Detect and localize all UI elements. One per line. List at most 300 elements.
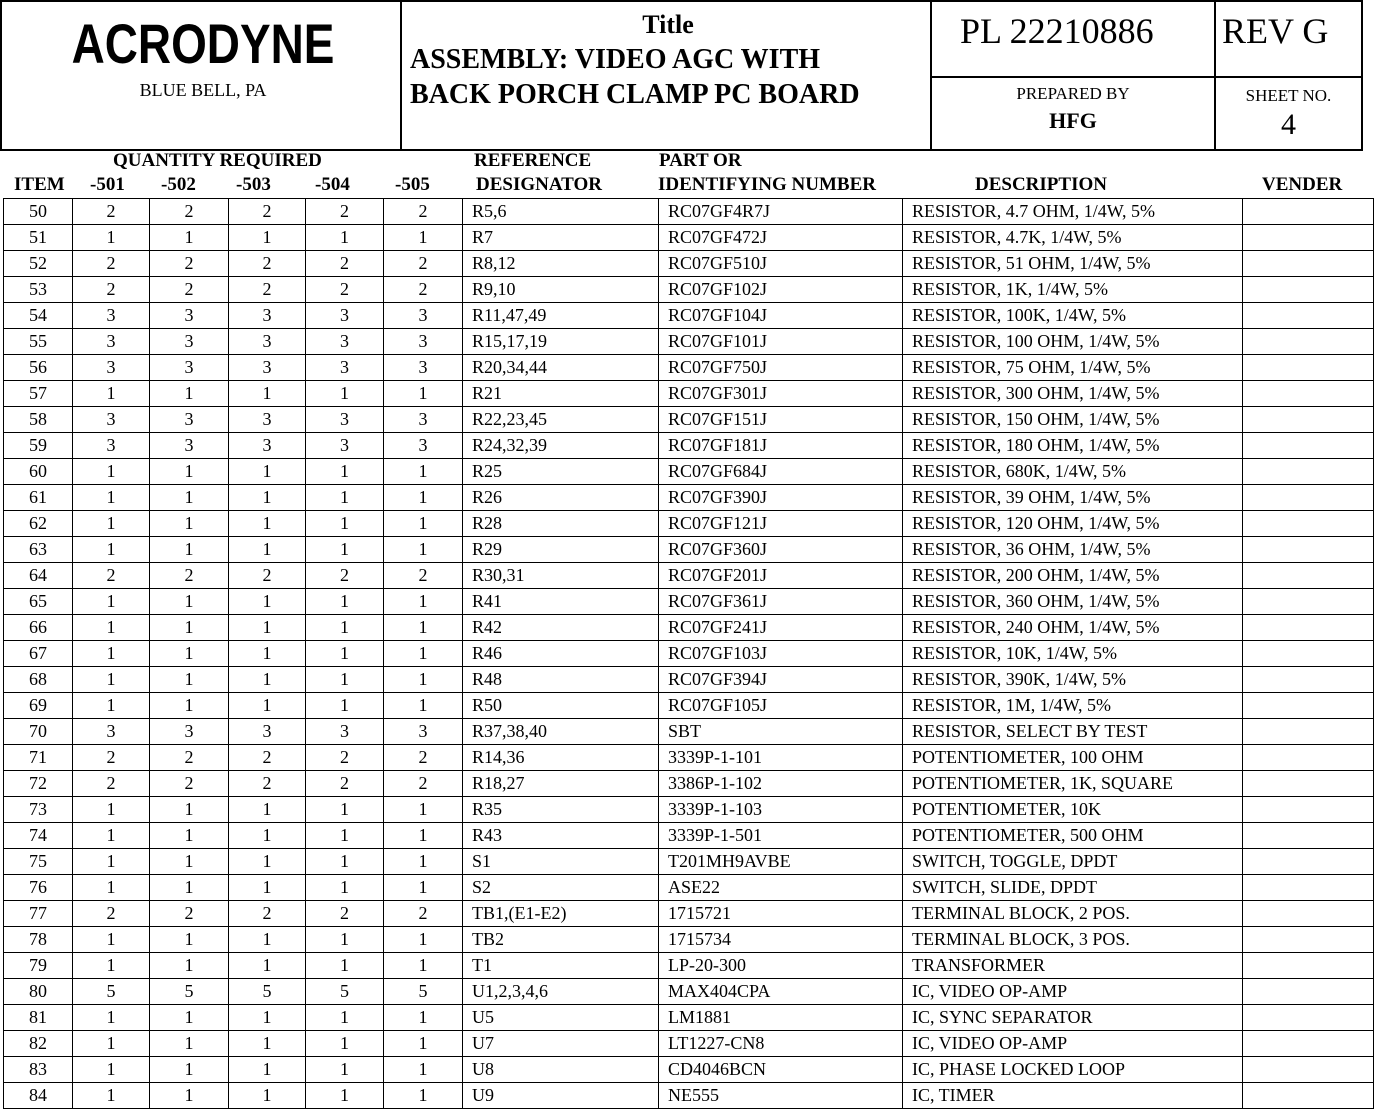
qty-503-cell: 1 bbox=[229, 641, 306, 667]
part-number-cell: RC07GF361J bbox=[659, 589, 903, 615]
description-cell: RESISTOR, 1M, 1/4W, 5% bbox=[903, 693, 1243, 719]
qty-503-cell: 2 bbox=[229, 199, 306, 225]
part-number-cell: LT1227-CN8 bbox=[659, 1031, 903, 1057]
reference-designator-cell: U9 bbox=[463, 1083, 659, 1109]
part-number-cell: 3339P-1-101 bbox=[659, 745, 903, 771]
item-cell: 72 bbox=[4, 771, 73, 797]
qty-504-cell: 1 bbox=[306, 1057, 384, 1083]
prepared-by: HFG bbox=[1049, 108, 1097, 133]
qty-504-cell: 1 bbox=[306, 511, 384, 537]
prepared-by-box bbox=[930, 76, 1216, 151]
item-cell: 71 bbox=[4, 745, 73, 771]
qty-502-cell: 1 bbox=[150, 1083, 229, 1109]
qty-502-cell: 2 bbox=[150, 745, 229, 771]
qty-503-cell: 1 bbox=[229, 381, 306, 407]
description-cell: SWITCH, SLIDE, DPDT bbox=[903, 875, 1243, 901]
part-number-cell: RC07GF201J bbox=[659, 563, 903, 589]
qty-504-cell: 1 bbox=[306, 225, 384, 251]
qty-505-cell: 2 bbox=[384, 251, 463, 277]
qty-505-cell: 1 bbox=[384, 381, 463, 407]
reference-designator-cell: R25 bbox=[463, 459, 659, 485]
qty-501-cell: 3 bbox=[73, 355, 150, 381]
qty-502-cell: 1 bbox=[150, 511, 229, 537]
qty-505-cell: 1 bbox=[384, 927, 463, 953]
vender-cell bbox=[1243, 745, 1374, 771]
reference-designator-cell: R48 bbox=[463, 667, 659, 693]
part-number-cell: CD4046BCN bbox=[659, 1057, 903, 1083]
qty-502-cell: 3 bbox=[150, 719, 229, 745]
reference-designator-cell: R42 bbox=[463, 615, 659, 641]
qty-504-cell: 1 bbox=[306, 589, 384, 615]
table-row bbox=[4, 797, 1374, 823]
part-number-cell: RC07GF390J bbox=[659, 485, 903, 511]
description-header: DESCRIPTION bbox=[975, 174, 1107, 195]
qty-501-cell: 1 bbox=[73, 1005, 150, 1031]
qty-505-cell: 2 bbox=[384, 901, 463, 927]
qty-502-cell: 1 bbox=[150, 875, 229, 901]
qty-505-cell: 2 bbox=[384, 277, 463, 303]
qty-503-cell: 1 bbox=[229, 225, 306, 251]
qty-504-cell: 3 bbox=[306, 407, 384, 433]
item-cell: 58 bbox=[4, 407, 73, 433]
reference-designator-cell: R15,17,19 bbox=[463, 329, 659, 355]
qty-501-cell: 1 bbox=[73, 927, 150, 953]
qty-502-cell: 1 bbox=[150, 823, 229, 849]
table-row bbox=[4, 849, 1374, 875]
qty-505-cell: 1 bbox=[384, 667, 463, 693]
vender-cell bbox=[1243, 823, 1374, 849]
vender-cell bbox=[1243, 901, 1374, 927]
qty-505-cell: 1 bbox=[384, 875, 463, 901]
part-number-cell: RC07GF684J bbox=[659, 459, 903, 485]
qty-501-cell: 2 bbox=[73, 277, 150, 303]
vender-cell bbox=[1243, 849, 1374, 875]
qty-503-cell: 1 bbox=[229, 693, 306, 719]
vender-cell bbox=[1243, 797, 1374, 823]
reference-designator-cell: R30,31 bbox=[463, 563, 659, 589]
part-number-cell: RC07GF394J bbox=[659, 667, 903, 693]
table-row bbox=[4, 225, 1374, 251]
qty-505-cell: 1 bbox=[384, 485, 463, 511]
qty-504-cell: 1 bbox=[306, 693, 384, 719]
qty-505-cell: 3 bbox=[384, 719, 463, 745]
description-cell: RESISTOR, 51 OHM, 1/4W, 5% bbox=[903, 251, 1243, 277]
qty-505-cell: 3 bbox=[384, 329, 463, 355]
company-logo: ACRODYNE bbox=[71, 12, 335, 75]
qty-503-cell: 3 bbox=[229, 329, 306, 355]
vender-cell bbox=[1243, 693, 1374, 719]
part-number-cell: RC07GF101J bbox=[659, 329, 903, 355]
item-cell: 61 bbox=[4, 485, 73, 511]
reference-designator-cell: R22,23,45 bbox=[463, 407, 659, 433]
qty-505-cell: 1 bbox=[384, 953, 463, 979]
item-cell: 80 bbox=[4, 979, 73, 1005]
dash-504-header: -504 bbox=[315, 174, 350, 195]
table-row bbox=[4, 953, 1374, 979]
qty-502-cell: 3 bbox=[150, 433, 229, 459]
item-cell: 67 bbox=[4, 641, 73, 667]
qty-501-cell: 1 bbox=[73, 875, 150, 901]
qty-504-cell: 1 bbox=[306, 615, 384, 641]
reference-designator-cell: R9,10 bbox=[463, 277, 659, 303]
qty-503-cell: 2 bbox=[229, 563, 306, 589]
description-cell: POTENTIOMETER, 1K, SQUARE bbox=[903, 771, 1243, 797]
part-number-cell: 1715721 bbox=[659, 901, 903, 927]
description-cell: RESISTOR, 200 OHM, 1/4W, 5% bbox=[903, 563, 1243, 589]
vender-cell bbox=[1243, 563, 1374, 589]
description-cell: SWITCH, TOGGLE, DPDT bbox=[903, 849, 1243, 875]
qty-503-cell: 1 bbox=[229, 537, 306, 563]
parts-table bbox=[3, 198, 1374, 1109]
qty-501-cell: 1 bbox=[73, 511, 150, 537]
reference-designator-cell: R14,36 bbox=[463, 745, 659, 771]
prepared-by-label: PREPARED BY bbox=[1016, 84, 1130, 103]
qty-501-cell: 1 bbox=[73, 1083, 150, 1109]
qty-505-cell: 1 bbox=[384, 1031, 463, 1057]
vender-cell bbox=[1243, 537, 1374, 563]
qty-505-cell: 2 bbox=[384, 199, 463, 225]
qty-502-cell: 1 bbox=[150, 849, 229, 875]
qty-502-cell: 2 bbox=[150, 199, 229, 225]
qty-503-cell: 5 bbox=[229, 979, 306, 1005]
qty-501-cell: 1 bbox=[73, 641, 150, 667]
sheet-label: SHEET NO. bbox=[1245, 86, 1332, 105]
table-row bbox=[4, 875, 1374, 901]
qty-505-cell: 3 bbox=[384, 407, 463, 433]
qty-501-cell: 1 bbox=[73, 225, 150, 251]
qty-504-cell: 5 bbox=[306, 979, 384, 1005]
vender-cell bbox=[1243, 1005, 1374, 1031]
company-block bbox=[0, 0, 402, 151]
item-cell: 75 bbox=[4, 849, 73, 875]
title-label: Title bbox=[642, 10, 694, 39]
vender-cell bbox=[1243, 953, 1374, 979]
part-number-cell: RC07GF181J bbox=[659, 433, 903, 459]
qty-501-cell: 1 bbox=[73, 459, 150, 485]
qty-505-cell: 5 bbox=[384, 979, 463, 1005]
reference-designator-cell: U7 bbox=[463, 1031, 659, 1057]
reference-designator-cell: R20,34,44 bbox=[463, 355, 659, 381]
table-row bbox=[4, 693, 1374, 719]
reference-designator-cell: U1,2,3,4,6 bbox=[463, 979, 659, 1005]
table-row bbox=[4, 1005, 1374, 1031]
qty-501-cell: 3 bbox=[73, 329, 150, 355]
qty-504-cell: 1 bbox=[306, 875, 384, 901]
vender-cell bbox=[1243, 979, 1374, 1005]
qty-505-cell: 1 bbox=[384, 823, 463, 849]
qty-505-cell: 1 bbox=[384, 1057, 463, 1083]
qty-502-cell: 5 bbox=[150, 979, 229, 1005]
vender-cell bbox=[1243, 199, 1374, 225]
reference-header-top: REFERENCE bbox=[474, 150, 592, 171]
reference-designator-cell: R41 bbox=[463, 589, 659, 615]
table-row bbox=[4, 1057, 1374, 1083]
qty-501-cell: 3 bbox=[73, 719, 150, 745]
qty-504-cell: 1 bbox=[306, 381, 384, 407]
part-list-box bbox=[930, 0, 1216, 78]
qty-505-cell: 3 bbox=[384, 355, 463, 381]
parts-table-body bbox=[4, 199, 1374, 1109]
vender-cell bbox=[1243, 251, 1374, 277]
qty-503-cell: 1 bbox=[229, 1005, 306, 1031]
table-row bbox=[4, 355, 1374, 381]
title-line-1: ASSEMBLY: VIDEO AGC WITH bbox=[410, 44, 821, 75]
qty-501-cell: 1 bbox=[73, 667, 150, 693]
vender-cell bbox=[1243, 589, 1374, 615]
item-cell: 51 bbox=[4, 225, 73, 251]
qty-504-cell: 1 bbox=[306, 459, 384, 485]
qty-502-cell: 3 bbox=[150, 329, 229, 355]
vender-cell bbox=[1243, 225, 1374, 251]
vender-cell bbox=[1243, 277, 1374, 303]
qty-502-cell: 1 bbox=[150, 797, 229, 823]
qty-504-cell: 1 bbox=[306, 927, 384, 953]
item-cell: 68 bbox=[4, 667, 73, 693]
qty-501-cell: 1 bbox=[73, 1031, 150, 1057]
qty-504-cell: 3 bbox=[306, 329, 384, 355]
qty-503-cell: 1 bbox=[229, 797, 306, 823]
qty-504-cell: 2 bbox=[306, 277, 384, 303]
qty-505-cell: 3 bbox=[384, 303, 463, 329]
qty-502-cell: 1 bbox=[150, 589, 229, 615]
qty-501-cell: 1 bbox=[73, 953, 150, 979]
reference-designator-cell: R35 bbox=[463, 797, 659, 823]
sheet-number: 4 bbox=[1281, 108, 1296, 141]
description-cell: RESISTOR, 10K, 1/4W, 5% bbox=[903, 641, 1243, 667]
qty-504-cell: 1 bbox=[306, 1005, 384, 1031]
reference-designator-cell: S2 bbox=[463, 875, 659, 901]
table-row bbox=[4, 745, 1374, 771]
table-row bbox=[4, 381, 1374, 407]
item-cell: 77 bbox=[4, 901, 73, 927]
qty-502-cell: 3 bbox=[150, 355, 229, 381]
vender-cell bbox=[1243, 381, 1374, 407]
qty-503-cell: 1 bbox=[229, 485, 306, 511]
qty-502-cell: 1 bbox=[150, 615, 229, 641]
vender-cell bbox=[1243, 719, 1374, 745]
part-number-cell: T201MH9AVBE bbox=[659, 849, 903, 875]
qty-504-cell: 1 bbox=[306, 1031, 384, 1057]
qty-501-cell: 1 bbox=[73, 615, 150, 641]
qty-502-cell: 1 bbox=[150, 537, 229, 563]
part-number-cell: 1715734 bbox=[659, 927, 903, 953]
qty-501-cell: 1 bbox=[73, 537, 150, 563]
vender-cell bbox=[1243, 875, 1374, 901]
description-cell: POTENTIOMETER, 100 OHM bbox=[903, 745, 1243, 771]
part-number-cell: 3386P-1-102 bbox=[659, 771, 903, 797]
part-number-cell: ASE22 bbox=[659, 875, 903, 901]
description-cell: RESISTOR, 1K, 1/4W, 5% bbox=[903, 277, 1243, 303]
table-row bbox=[4, 563, 1374, 589]
qty-505-cell: 1 bbox=[384, 615, 463, 641]
qty-501-cell: 2 bbox=[73, 771, 150, 797]
reference-designator-cell: R46 bbox=[463, 641, 659, 667]
qty-505-cell: 2 bbox=[384, 745, 463, 771]
vender-cell bbox=[1243, 485, 1374, 511]
qty-503-cell: 1 bbox=[229, 953, 306, 979]
qty-505-cell: 1 bbox=[384, 589, 463, 615]
qty-504-cell: 2 bbox=[306, 199, 384, 225]
qty-505-cell: 1 bbox=[384, 225, 463, 251]
table-row bbox=[4, 537, 1374, 563]
vender-cell bbox=[1243, 771, 1374, 797]
qty-503-cell: 1 bbox=[229, 1031, 306, 1057]
part-number-cell: RC07GF241J bbox=[659, 615, 903, 641]
item-cell: 59 bbox=[4, 433, 73, 459]
qty-502-cell: 1 bbox=[150, 225, 229, 251]
description-cell: RESISTOR, 680K, 1/4W, 5% bbox=[903, 459, 1243, 485]
reference-designator-cell: R11,47,49 bbox=[463, 303, 659, 329]
qty-505-cell: 3 bbox=[384, 433, 463, 459]
reference-designator-cell: S1 bbox=[463, 849, 659, 875]
table-row bbox=[4, 407, 1374, 433]
sheet-box bbox=[1214, 76, 1363, 151]
qty-504-cell: 1 bbox=[306, 667, 384, 693]
table-row bbox=[4, 329, 1374, 355]
item-cell: 84 bbox=[4, 1083, 73, 1109]
qty-503-cell: 1 bbox=[229, 667, 306, 693]
part-header-bottom: IDENTIFYING NUMBER bbox=[658, 174, 876, 195]
qty-503-cell: 3 bbox=[229, 303, 306, 329]
qty-502-cell: 1 bbox=[150, 485, 229, 511]
qty-504-cell: 1 bbox=[306, 1083, 384, 1109]
qty-504-cell: 1 bbox=[306, 537, 384, 563]
reference-designator-cell: U8 bbox=[463, 1057, 659, 1083]
qty-504-cell: 1 bbox=[306, 849, 384, 875]
reference-designator-cell: R43 bbox=[463, 823, 659, 849]
item-cell: 76 bbox=[4, 875, 73, 901]
table-row bbox=[4, 719, 1374, 745]
qty-501-cell: 5 bbox=[73, 979, 150, 1005]
qty-502-cell: 1 bbox=[150, 1057, 229, 1083]
part-list-number: PL 22210886 bbox=[960, 11, 1154, 51]
item-cell: 64 bbox=[4, 563, 73, 589]
part-number-cell: RC07GF510J bbox=[659, 251, 903, 277]
qty-501-cell: 1 bbox=[73, 693, 150, 719]
qty-503-cell: 2 bbox=[229, 771, 306, 797]
item-cell: 83 bbox=[4, 1057, 73, 1083]
reference-header-bottom: DESIGNATOR bbox=[476, 174, 602, 195]
description-cell: RESISTOR, 120 OHM, 1/4W, 5% bbox=[903, 511, 1243, 537]
description-cell: POTENTIOMETER, 500 OHM bbox=[903, 823, 1243, 849]
qty-501-cell: 1 bbox=[73, 1057, 150, 1083]
part-number-cell: RC07GF750J bbox=[659, 355, 903, 381]
qty-501-cell: 1 bbox=[73, 797, 150, 823]
part-number-cell: NE555 bbox=[659, 1083, 903, 1109]
qty-501-cell: 2 bbox=[73, 563, 150, 589]
qty-502-cell: 1 bbox=[150, 1005, 229, 1031]
qty-503-cell: 1 bbox=[229, 823, 306, 849]
part-number-cell: RC07GF360J bbox=[659, 537, 903, 563]
table-row bbox=[4, 667, 1374, 693]
qty-502-cell: 3 bbox=[150, 407, 229, 433]
reference-designator-cell: R21 bbox=[463, 381, 659, 407]
vender-cell bbox=[1243, 459, 1374, 485]
item-cell: 56 bbox=[4, 355, 73, 381]
vender-cell bbox=[1243, 303, 1374, 329]
item-header: ITEM bbox=[14, 174, 65, 195]
part-header-top: PART OR bbox=[659, 150, 742, 171]
reference-designator-cell: R24,32,39 bbox=[463, 433, 659, 459]
quantity-required-header: QUANTITY REQUIRED bbox=[113, 150, 322, 171]
qty-501-cell: 2 bbox=[73, 745, 150, 771]
table-row bbox=[4, 277, 1374, 303]
qty-504-cell: 2 bbox=[306, 745, 384, 771]
table-row bbox=[4, 303, 1374, 329]
qty-504-cell: 3 bbox=[306, 433, 384, 459]
qty-501-cell: 2 bbox=[73, 251, 150, 277]
table-row bbox=[4, 433, 1374, 459]
table-row bbox=[4, 771, 1374, 797]
qty-502-cell: 1 bbox=[150, 1031, 229, 1057]
qty-502-cell: 1 bbox=[150, 953, 229, 979]
part-number-cell: RC07GF151J bbox=[659, 407, 903, 433]
description-cell: IC, SYNC SEPARATOR bbox=[903, 1005, 1243, 1031]
qty-502-cell: 2 bbox=[150, 251, 229, 277]
reference-designator-cell: R26 bbox=[463, 485, 659, 511]
description-cell: IC, PHASE LOCKED LOOP bbox=[903, 1057, 1243, 1083]
vender-cell bbox=[1243, 927, 1374, 953]
qty-504-cell: 2 bbox=[306, 251, 384, 277]
qty-505-cell: 2 bbox=[384, 771, 463, 797]
qty-504-cell: 1 bbox=[306, 823, 384, 849]
vender-cell bbox=[1243, 511, 1374, 537]
qty-505-cell: 1 bbox=[384, 537, 463, 563]
qty-504-cell: 3 bbox=[306, 355, 384, 381]
vender-cell bbox=[1243, 615, 1374, 641]
part-number-cell: 3339P-1-501 bbox=[659, 823, 903, 849]
vender-cell bbox=[1243, 1057, 1374, 1083]
qty-501-cell: 1 bbox=[73, 589, 150, 615]
part-number-cell: RC07GF4R7J bbox=[659, 199, 903, 225]
item-cell: 52 bbox=[4, 251, 73, 277]
vender-cell bbox=[1243, 329, 1374, 355]
part-number-cell: LP-20-300 bbox=[659, 953, 903, 979]
description-cell: IC, VIDEO OP-AMP bbox=[903, 979, 1243, 1005]
title-block bbox=[400, 0, 932, 151]
item-cell: 69 bbox=[4, 693, 73, 719]
description-cell: RESISTOR, 180 OHM, 1/4W, 5% bbox=[903, 433, 1243, 459]
reference-designator-cell: R5,6 bbox=[463, 199, 659, 225]
description-cell: RESISTOR, 4.7 OHM, 1/4W, 5% bbox=[903, 199, 1243, 225]
qty-502-cell: 2 bbox=[150, 277, 229, 303]
qty-504-cell: 2 bbox=[306, 771, 384, 797]
part-number-cell: RC07GF102J bbox=[659, 277, 903, 303]
item-cell: 53 bbox=[4, 277, 73, 303]
qty-502-cell: 2 bbox=[150, 901, 229, 927]
description-cell: RESISTOR, 390K, 1/4W, 5% bbox=[903, 667, 1243, 693]
qty-504-cell: 2 bbox=[306, 563, 384, 589]
reference-designator-cell: T1 bbox=[463, 953, 659, 979]
table-row bbox=[4, 199, 1374, 225]
description-cell: RESISTOR, 300 OHM, 1/4W, 5% bbox=[903, 381, 1243, 407]
qty-503-cell: 3 bbox=[229, 433, 306, 459]
qty-504-cell: 1 bbox=[306, 485, 384, 511]
qty-504-cell: 1 bbox=[306, 797, 384, 823]
description-cell: RESISTOR, 240 OHM, 1/4W, 5% bbox=[903, 615, 1243, 641]
table-row bbox=[4, 615, 1374, 641]
vender-header: VENDER bbox=[1262, 174, 1343, 195]
reference-designator-cell: TB1,(E1-E2) bbox=[463, 901, 659, 927]
description-cell: TERMINAL BLOCK, 2 POS. bbox=[903, 901, 1243, 927]
qty-502-cell: 1 bbox=[150, 459, 229, 485]
vender-cell bbox=[1243, 1083, 1374, 1109]
part-number-cell: LM1881 bbox=[659, 1005, 903, 1031]
table-row bbox=[4, 589, 1374, 615]
part-number-cell: SBT bbox=[659, 719, 903, 745]
table-row bbox=[4, 823, 1374, 849]
table-row bbox=[4, 251, 1374, 277]
